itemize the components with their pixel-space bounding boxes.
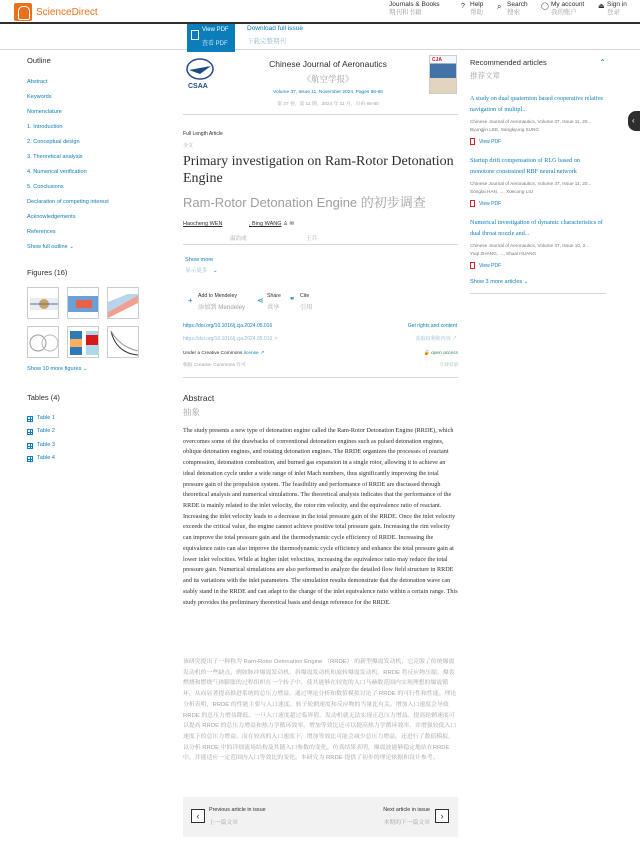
tables-heading: Tables (4) xyxy=(27,393,60,402)
share-button[interactable] xyxy=(257,290,281,314)
article-source: Chinese Journal of Aeronautics, Volume 37, Issue 10, 2... xyxy=(470,243,590,248)
chevron-down-icon: ⌄ xyxy=(212,268,218,274)
doi-link[interactable] xyxy=(183,320,278,346)
csaa-logo-text: CSAA xyxy=(188,83,208,90)
show-more-label-zh xyxy=(185,266,218,277)
email-icon: ✉ xyxy=(289,221,295,227)
recommended-heading-zh: 推荐文章 xyxy=(470,71,500,80)
view-pdf-label-zh: 查看 PDF xyxy=(202,41,228,47)
nav-my-account[interactable] xyxy=(551,1,584,17)
figure-thumbnail[interactable] xyxy=(67,326,99,358)
abstract-text-zh: 该研究提出了一种称为 Ram-Rotor Detonation Engine （RRDE） 的新型爆震发动机，它克服了传统爆震发动机的一些缺点，例如脉冲爆震发动机、斜爆震发动机和旋转爆震发动机。RRDE 将反应物压缩、爆轰燃烧和燃烧气体膨胀的过程组织在一个转子中，使其能够在较宽的入口马赫数范围内实现理想的爆震循环，从而显著提高推进系统的总压力增益。通过理论分析和数值模拟讨论了 RRDE 的可行性和性能。理论分析表明，RRDE 的性能主要与入口速度、转子轮辋速度和反应物的当量比有关。增加入口速度会导致 RRDE 的总压力增益降低。一旦入口速度超过临界值，发动机就无法实现正总压力增益。提高轮辋速度可以提高 RRDE 的总压力增益和热力学循环效率。增加等效比还可以提高热力学循环效率，并增强较低入口速度下的总压力增益。而在较高的入口速度下，增加等效比可能会减少总压力增益。还进行了数值模拟，以分析 RRDE 中的详细流场结构及其随入口参数的变化。仿真结果表明，爆震波能够稳定地站在RRDE中，并能适应一定范围内入口等效比的变化。本研究为 RRDE 提供了初步的理论依据和设计参考。 xyxy=(183,659,457,762)
chevron-up-icon: ⌃ xyxy=(599,58,606,67)
author-name-zh: 王兵 xyxy=(306,236,318,242)
abstract-text: The study presents a new type of detonation engine called the Ram-Rotor Detonation Engine (RRDE), which overcomes some of the drawbacks of conventional detonation engines such as pulsed detonation engines, oblique detonation engines, and rotating detonation engines. The RRDE organizes the processes of reactant compression, detonation combustion, and burned gas expansion in a single rotor, allowing it to achieve an ideal detonation cycle under a wide range of inlet Mach numbers, thus significantly improving the total pressure gain of the propulsion system. The feasibility and performance of RRDE are discussed through theoretical analysis and numerical simulations. The theoretical analysis indicates that the performance of the RRDE is mainly related to the inlet velocity, the rotor rim velocity, and the equivalence ratio of reactant. Increasing the inlet velocity leads to a decrease in the total pressure gain of the RRDE. Once the inlet velocity exceeds the critical value, the engine cannot achieve positive total pressure gain. Increasing the rim velocity can improve the total pressure gain and the thermodynamic cycle efficiency of RRDE. Increasing the equivalence ratio can also improve the thermodynamic cycle efficiency and enhance the total pressure gain at lower inlet velocities. While at higher inlet velocities, increasing the equivalence ratio may reduce the total pressure gain. Numerical simulations are also performed to analyze the detailed flow field structure in RRDE and its variations with the inlet parameters. The simulation results demonstrate that the detonation wave can stably stand in the RRDE and can adapt to the change of the inlet equivalence ratio within a certain range. This study provides the preliminary theoretical basis and design reference for the RRDE. xyxy=(183,427,458,606)
recommended-heading: Recommended articles xyxy=(470,58,547,67)
show-more-figures-link[interactable] xyxy=(27,366,157,372)
recommended-article xyxy=(470,94,606,145)
nav-sign-in[interactable] xyxy=(607,1,627,17)
abstract-heading-text: Abstract xyxy=(183,393,215,403)
article-title-zh: Ram-Rotor Detonation Engine 的初步调查 xyxy=(183,195,426,210)
view-pdf-link[interactable] xyxy=(470,138,606,145)
journal-volume-zh: 第 37 卷，第 11 期，2024 年 11 月，页码 66-80 xyxy=(277,102,379,107)
issue-pager xyxy=(183,797,458,837)
article-authors: Songlai HAN, ..., Xuecong LIU xyxy=(470,189,534,194)
figure-thumbnail[interactable] xyxy=(107,326,139,358)
license-info xyxy=(183,348,458,372)
pdf-icon xyxy=(470,200,475,207)
abstract-heading-zh: 抽象 xyxy=(183,407,201,417)
add-to-mendeley-button[interactable] xyxy=(188,290,246,314)
outline-item[interactable]: Abstract xyxy=(27,79,48,85)
recommended-article xyxy=(470,218,606,269)
table-icon xyxy=(27,416,33,422)
open-access-badge xyxy=(424,348,458,372)
nav-journals-books[interactable] xyxy=(389,1,440,17)
table-icon xyxy=(27,429,33,435)
article-title: Primary investigation on Ram-Rotor Detonation Engine xyxy=(183,154,454,186)
chevron-right-icon: › xyxy=(440,811,444,821)
show-more-articles-label: Show 3 more articles xyxy=(470,279,523,285)
recommended-header[interactable] xyxy=(470,56,606,82)
view-pdf-label: View PDF xyxy=(479,200,502,207)
elsevier-logo-icon xyxy=(14,3,32,21)
author-name-zh: 温浩成 xyxy=(230,236,247,242)
csaa-logo[interactable] xyxy=(184,55,216,93)
doi-text: https://doi.org/10.1016/j.cja.2024.05.016 xyxy=(183,323,273,329)
logo-text: ScienceDirect xyxy=(36,6,98,18)
recommended-article-title[interactable]: Numerical investigation of dynamic characteristics of dual throat nozzle and... xyxy=(470,219,603,237)
table-icon xyxy=(27,443,33,449)
license-link[interactable]: license xyxy=(243,351,259,356)
chevron-down-icon: ⌄ xyxy=(523,279,529,285)
table-link[interactable] xyxy=(27,412,157,425)
next-article-button[interactable] xyxy=(435,809,449,823)
outline-list xyxy=(27,75,157,240)
outline-item[interactable]: 1. Introduction xyxy=(27,124,63,130)
article-source: Chinese Journal of Aeronautics, Volume 37, Issue 11, 20... xyxy=(470,181,592,186)
next-article-label: Next article in issue xyxy=(383,807,430,813)
recommended-article xyxy=(470,156,606,207)
view-pdf-link[interactable] xyxy=(470,262,606,269)
author-name: Haocheng WEN xyxy=(183,221,223,227)
figure-thumbnails xyxy=(27,287,157,358)
figure-thumbnail[interactable] xyxy=(67,287,99,319)
view-pdf-button[interactable] xyxy=(187,24,235,52)
show-more-button[interactable] xyxy=(185,255,218,277)
show-more-figures-label: Show 10 more figures xyxy=(27,366,82,372)
nav-help[interactable] xyxy=(470,1,483,17)
nav-label: Sign in xyxy=(607,1,627,8)
table-label: Table 1 xyxy=(37,415,56,421)
action-label: Share xyxy=(267,293,281,299)
article-type-label: Full Length Article xyxy=(183,131,223,137)
help-icon: ? xyxy=(461,3,465,10)
outline-heading: Outline xyxy=(27,56,51,65)
action-label-zh: 添加到 Mendeley xyxy=(198,304,246,311)
pdf-icon xyxy=(191,30,199,40)
view-pdf-label: View PDF xyxy=(479,262,502,269)
table-label: Table 3 xyxy=(37,441,56,448)
external-link-icon: ↗ xyxy=(260,351,265,356)
nav-label-zh: 登录 xyxy=(607,9,620,16)
download-label: Download full issue xyxy=(247,25,304,32)
cite-button[interactable] xyxy=(290,290,313,314)
figures-heading: Figures (16) xyxy=(27,268,68,277)
figures-panel xyxy=(27,268,157,372)
sciencedirect-logo[interactable] xyxy=(14,3,98,21)
download-full-issue-link[interactable] xyxy=(247,25,303,46)
nav-label-zh: 期刊和书籍 xyxy=(389,9,422,16)
nav-label-zh: 帮助 xyxy=(470,9,483,16)
license-text-zh: 根据 Creative Commons 许可 xyxy=(183,363,246,368)
article-authors: Yuqi ZHANG, ..., Shuai HUANG xyxy=(470,251,537,256)
nav-search[interactable] xyxy=(507,1,528,17)
view-pdf-label: View PDF xyxy=(202,27,229,33)
nav-label-zh: 搜索 xyxy=(507,9,520,16)
show-full-outline-link[interactable] xyxy=(27,244,157,250)
outline-item[interactable]: 5. Conclusions xyxy=(27,184,64,190)
tables-panel xyxy=(27,393,157,466)
recommended-article-meta xyxy=(470,118,606,134)
table-label: Table 4 xyxy=(37,455,56,462)
pdf-toolbar xyxy=(0,24,640,50)
table-link[interactable] xyxy=(27,439,157,452)
previous-article-label-zh: 上一篇文章 xyxy=(209,820,238,826)
article-authors: Byungjin LEE, Sangkyung SUNG xyxy=(470,127,540,132)
table-icon xyxy=(27,456,33,462)
journal-title-block xyxy=(243,59,413,107)
rights-label-zh: 获取权利和内容 ↗ xyxy=(415,336,457,342)
show-full-outline-label: Show full outline xyxy=(27,244,68,250)
nav-label: My account xyxy=(551,1,585,8)
show-more-label: Show more xyxy=(185,257,214,263)
action-label: Cite xyxy=(300,293,310,299)
nav-label: Journals & Books xyxy=(389,1,440,8)
journal-header xyxy=(183,55,458,115)
nav-label-zh: 我的账户 xyxy=(551,9,577,16)
chevron-down-icon: ⌄ xyxy=(82,366,88,372)
author-name: , Bing WANG xyxy=(249,221,282,227)
top-header xyxy=(0,0,640,24)
share-icon: ⋖ xyxy=(257,296,264,305)
author-link[interactable] xyxy=(183,221,247,242)
recommended-article-meta xyxy=(470,180,606,196)
outline-item[interactable]: 2. Conceptual design xyxy=(27,139,80,145)
table-link[interactable] xyxy=(27,452,157,465)
article-actions xyxy=(183,290,458,310)
nav-label: Help xyxy=(470,1,484,8)
sign-in-icon: ⏏ xyxy=(598,3,605,10)
author-list xyxy=(183,221,458,245)
outline-item[interactable]: Acknowledgements xyxy=(27,214,76,220)
chevron-left-icon: ‹ xyxy=(196,811,200,821)
chevron-left-icon: ‹ xyxy=(632,116,635,125)
article-source: Chinese Journal of Aeronautics, Volume 37, Issue 11, 20... xyxy=(470,119,592,124)
rights-label: Get rights and content xyxy=(407,323,457,329)
nav-label: Search xyxy=(507,1,528,8)
open-access-label: open access xyxy=(431,351,458,356)
journal-cover-image[interactable] xyxy=(429,55,457,94)
outline-item[interactable]: 4. Numerical verification xyxy=(27,169,87,175)
action-label: Add to Mendeley xyxy=(198,293,237,299)
outline-item[interactable]: Nomenclature xyxy=(27,109,62,115)
pdf-icon xyxy=(470,138,475,145)
previous-article-button[interactable] xyxy=(191,809,205,823)
view-pdf-link[interactable] xyxy=(470,200,606,207)
recommended-article-title[interactable]: Startup drift compensation of RLG based on monotone constrained RBF neural network xyxy=(470,157,580,175)
table-label: Table 2 xyxy=(37,428,56,435)
action-label-zh: 共享 xyxy=(267,304,280,311)
outline-item[interactable]: Keywords xyxy=(27,94,52,100)
unlock-icon: 🔓 xyxy=(423,351,430,356)
figure-thumbnail[interactable] xyxy=(107,287,139,319)
search-icon: ⌕ xyxy=(497,2,502,11)
next-article-link[interactable] xyxy=(368,804,430,830)
journal-title[interactable]: Chinese Journal of Aeronautics xyxy=(269,59,387,69)
article-type xyxy=(183,128,223,152)
open-access-label-zh: 开放获取 xyxy=(438,363,458,368)
outline-item[interactable]: References xyxy=(27,229,56,235)
outline-item[interactable]: Declaration of competing interest xyxy=(27,199,109,205)
previous-article-link[interactable] xyxy=(209,804,266,830)
abstract-heading xyxy=(183,391,214,419)
figure-thumbnail[interactable] xyxy=(27,326,59,358)
rights-link[interactable] xyxy=(401,320,457,346)
action-label-zh: 引用 xyxy=(300,304,313,311)
recommended-article-meta xyxy=(470,242,606,258)
view-pdf-label: View PDF xyxy=(479,138,502,145)
recommended-article-title[interactable]: A study on dual quaternion based cooperative relative navigation of multipl... xyxy=(470,95,604,113)
pdf-icon xyxy=(470,262,475,269)
journal-volume-link[interactable]: Volume 37, Issue 11, November 2024, Pages 66-80 xyxy=(273,90,383,95)
outline-item[interactable]: 3. Theoretical analysis xyxy=(27,154,83,160)
account-icon: ◯ xyxy=(541,3,549,10)
person-icon: ♙ xyxy=(283,221,288,227)
journal-title-zh: 《航空学报》 xyxy=(302,74,354,84)
plus-icon: + xyxy=(188,296,193,305)
show-more-zh-text: 显示更多 xyxy=(185,268,208,274)
author-link[interactable] xyxy=(249,221,318,242)
license-text: Under a Creative Commons xyxy=(183,351,243,356)
table-link[interactable] xyxy=(27,425,157,438)
doi-text-zh: https://doi.org/10.1016/j.cja.2024.05.016 ↗ xyxy=(183,336,278,342)
divider xyxy=(183,377,458,378)
previous-article-label: Previous article in issue xyxy=(209,807,266,813)
next-article-label-zh: 本期的下一篇文章 xyxy=(383,820,430,826)
feedback-side-tab[interactable] xyxy=(628,111,640,131)
show-more-articles-link[interactable] xyxy=(470,279,528,285)
chevron-down-icon: ⌄ xyxy=(69,244,74,250)
recommended-articles-panel xyxy=(470,56,606,269)
outline-panel xyxy=(27,56,157,250)
quote-icon: ❞ xyxy=(290,296,295,305)
download-label-zh: 下载完整期刊 xyxy=(247,38,286,45)
divider xyxy=(470,293,606,294)
figure-thumbnail[interactable] xyxy=(27,287,59,319)
article-type-label-zh: 全文 xyxy=(183,143,194,149)
